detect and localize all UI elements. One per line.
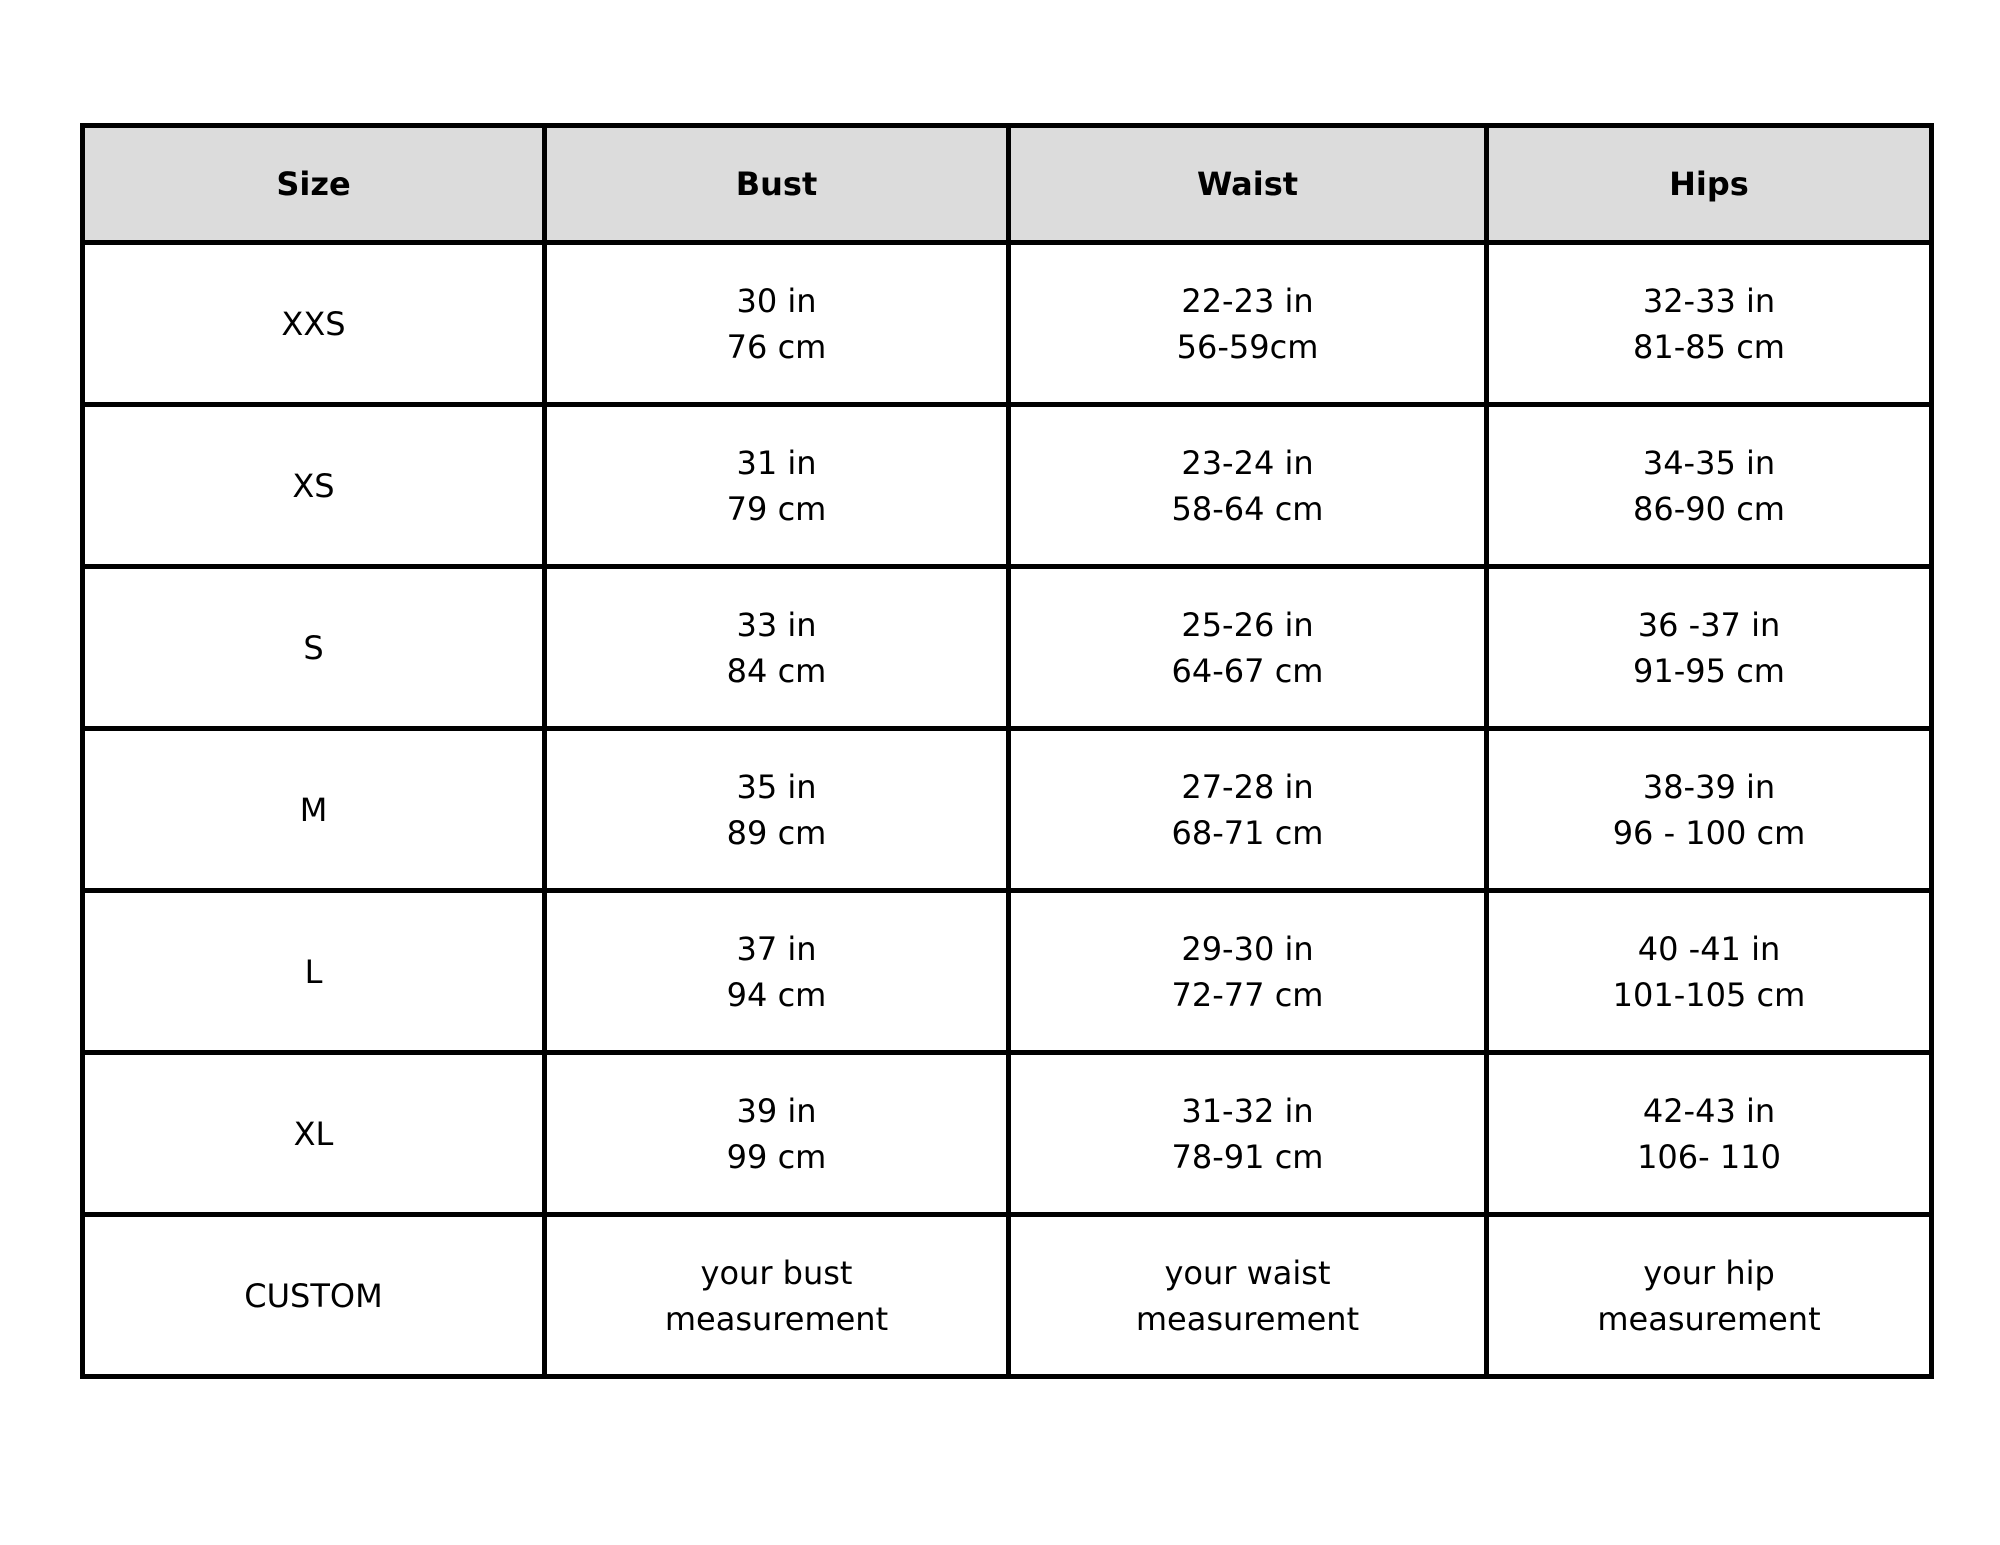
waist-cell	[1009, 567, 1487, 729]
bust-in: 35 in	[736, 767, 817, 806]
bust-cm: 79 cm	[726, 489, 827, 528]
bust-in: 39 in	[736, 1091, 817, 1130]
hips-cm: 96 - 100 cm	[1612, 813, 1806, 852]
hips-line-2: measurement	[1597, 1299, 1821, 1338]
bust-cell	[545, 1053, 1009, 1215]
waist-cm: 72-77 cm	[1171, 975, 1324, 1014]
header-hips: Hips	[1487, 126, 1932, 243]
waist-cell	[1009, 405, 1487, 567]
waist-line-1: your waist	[1164, 1253, 1331, 1292]
waist-cell	[1009, 891, 1487, 1053]
bust-in: 30 in	[736, 281, 817, 320]
waist-line-2: measurement	[1135, 1299, 1360, 1338]
bust-line-2: measurement	[664, 1299, 889, 1338]
waist-cell	[1009, 729, 1487, 891]
waist-cell	[1009, 1053, 1487, 1215]
size-cell: XL	[83, 1053, 545, 1215]
waist-cm: 58-64 cm	[1171, 489, 1324, 528]
waist-in: 25-26 in	[1181, 605, 1314, 644]
bust-cell	[545, 729, 1009, 891]
header-row	[83, 126, 1932, 243]
bust-cm: 89 cm	[726, 813, 827, 852]
size-cell: L	[83, 891, 545, 1053]
table-body	[83, 243, 1932, 1377]
bust-cell	[545, 243, 1009, 405]
waist-in: 23-24 in	[1181, 443, 1314, 482]
hips-cm: 106- 110	[1637, 1137, 1781, 1176]
hips-cell	[1487, 891, 1932, 1053]
bust-line-1: your bust	[700, 1253, 853, 1292]
hips-cm: 86-90 cm	[1633, 489, 1785, 528]
hips-in: 40 -41 in	[1637, 929, 1781, 968]
hips-in: 34-35 in	[1642, 443, 1776, 482]
waist-cell	[1009, 1215, 1487, 1377]
bust-in: 37 in	[736, 929, 817, 968]
waist-in: 29-30 in	[1181, 929, 1314, 968]
waist-in: 31-32 in	[1181, 1091, 1314, 1130]
bust-cm: 99 cm	[726, 1137, 827, 1176]
hips-in: 32-33 in	[1642, 281, 1776, 320]
bust-cell	[545, 1215, 1009, 1377]
table-row	[83, 567, 1932, 729]
bust-cell	[545, 405, 1009, 567]
hips-cell	[1487, 1053, 1932, 1215]
waist-cell	[1009, 243, 1487, 405]
hips-cell	[1487, 405, 1932, 567]
hips-line-1: your hip	[1643, 1253, 1775, 1292]
size-cell: M	[83, 729, 545, 891]
bust-in: 31 in	[736, 443, 817, 482]
table-row	[83, 1215, 1932, 1377]
hips-cell	[1487, 1215, 1932, 1377]
waist-in: 22-23 in	[1181, 281, 1314, 320]
bust-cm: 76 cm	[726, 327, 827, 366]
hips-cm: 91-95 cm	[1633, 651, 1785, 690]
hips-cell	[1487, 729, 1932, 891]
waist-cm: 78-91 cm	[1171, 1137, 1324, 1176]
table-header	[83, 126, 1932, 243]
waist-cm: 64-67 cm	[1171, 651, 1324, 690]
table-row	[83, 243, 1932, 405]
bust-in: 33 in	[736, 605, 817, 644]
hips-cell	[1487, 243, 1932, 405]
bust-cm: 94 cm	[726, 975, 827, 1014]
waist-cm: 68-71 cm	[1171, 813, 1324, 852]
size-chart-table	[80, 123, 1934, 1379]
hips-in: 38-39 in	[1642, 767, 1776, 806]
header-waist: Waist	[1009, 126, 1487, 243]
table-row	[83, 405, 1932, 567]
bust-cm: 84 cm	[726, 651, 827, 690]
size-cell: S	[83, 567, 545, 729]
hips-in: 42-43 in	[1642, 1091, 1776, 1130]
table-row	[83, 729, 1932, 891]
hips-cell	[1487, 567, 1932, 729]
size-cell: CUSTOM	[83, 1215, 545, 1377]
bust-cell	[545, 567, 1009, 729]
header-size: Size	[83, 126, 545, 243]
table-row	[83, 891, 1932, 1053]
size-cell: XXS	[83, 243, 545, 405]
header-bust: Bust	[545, 126, 1009, 243]
table-row	[83, 1053, 1932, 1215]
waist-cm: 56-59cm	[1176, 327, 1319, 366]
size-cell: XS	[83, 405, 545, 567]
bust-cell	[545, 891, 1009, 1053]
hips-cm: 81-85 cm	[1633, 327, 1785, 366]
hips-in: 36 -37 in	[1637, 605, 1781, 644]
hips-cm: 101-105 cm	[1612, 975, 1806, 1014]
waist-in: 27-28 in	[1181, 767, 1314, 806]
